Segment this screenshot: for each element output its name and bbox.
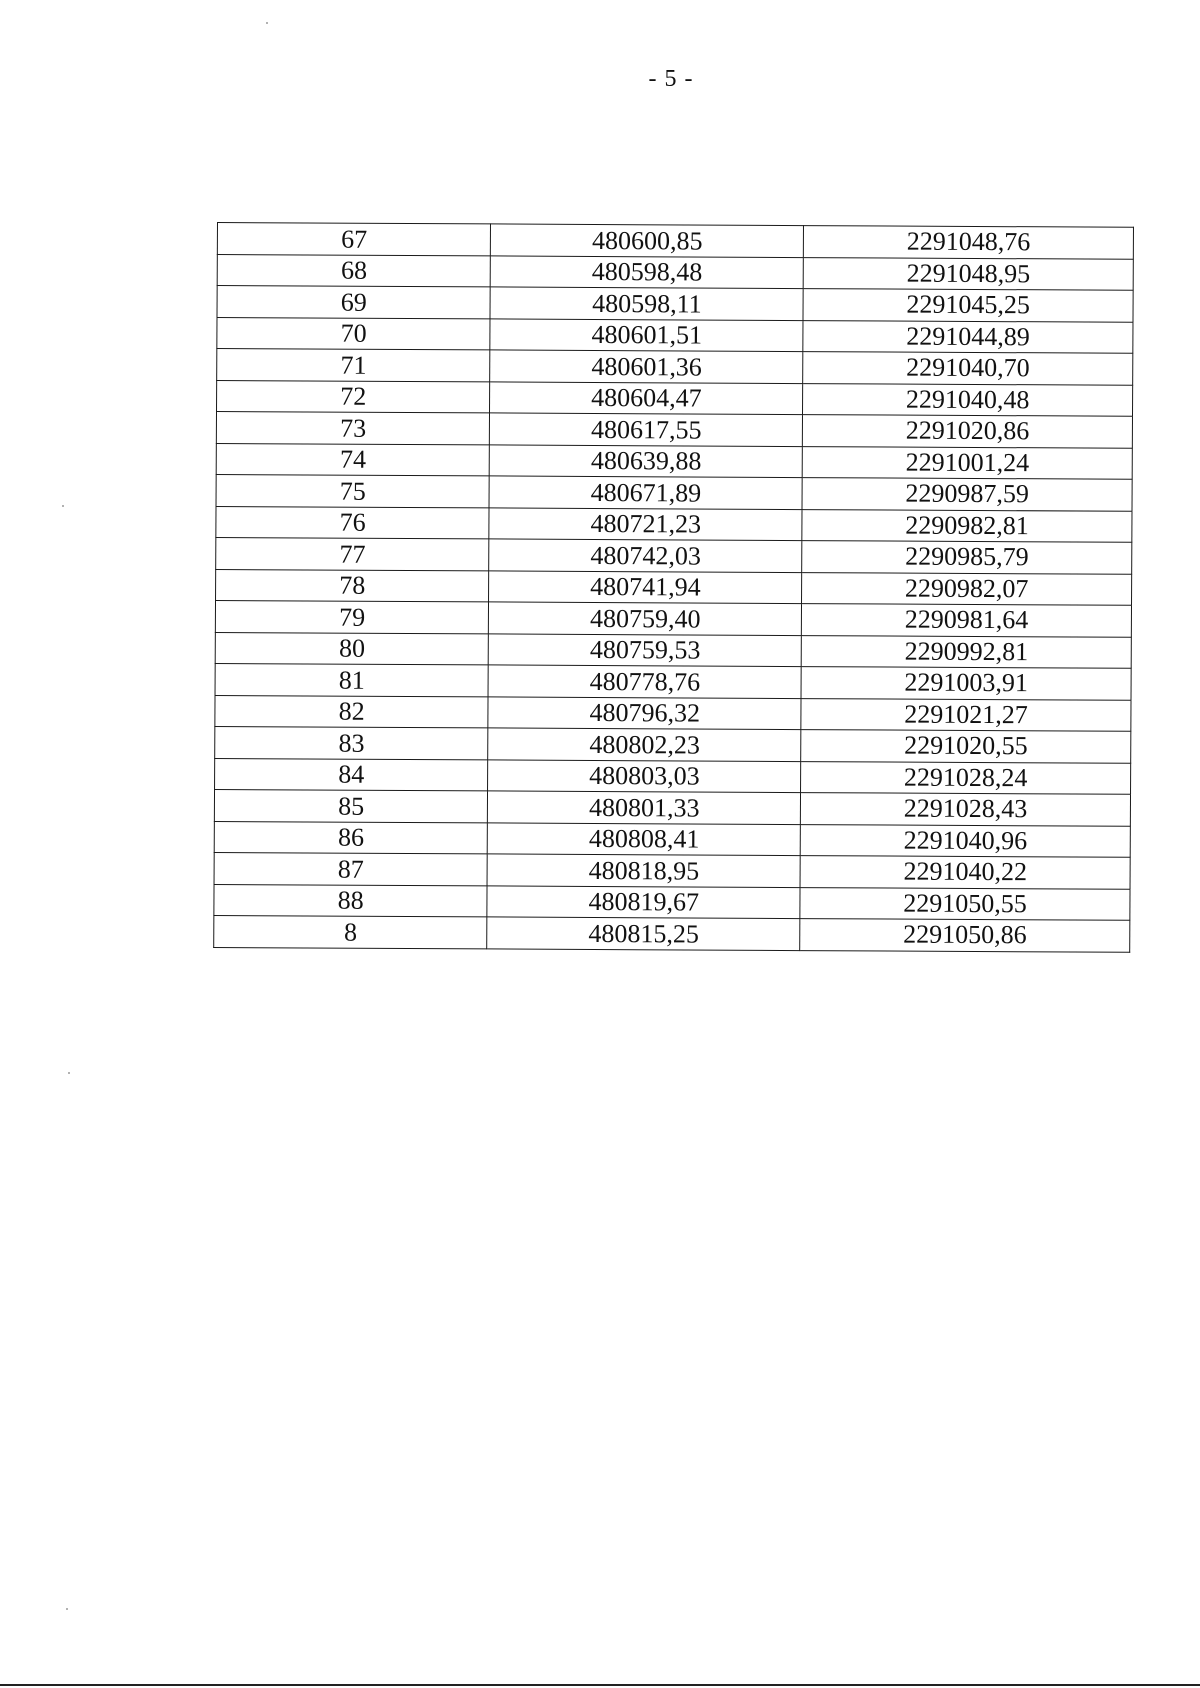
y-coordinate-cell: 2290985,79 xyxy=(802,541,1132,574)
y-coordinate-cell: 2290987,59 xyxy=(802,478,1132,511)
y-coordinate-cell: 2291001,24 xyxy=(802,446,1132,479)
x-coordinate-cell: 480600,85 xyxy=(491,224,804,257)
y-coordinate-cell: 2291040,22 xyxy=(800,856,1130,889)
table-row xyxy=(216,506,1132,542)
point-number-cell: 84 xyxy=(215,758,489,791)
table-row xyxy=(217,286,1133,322)
y-coordinate-cell: 2291028,24 xyxy=(801,761,1131,794)
y-coordinate-cell: 2291028,43 xyxy=(801,793,1131,826)
table-row xyxy=(217,254,1133,290)
table-row xyxy=(217,223,1133,259)
y-coordinate-cell: 2290982,81 xyxy=(802,509,1132,542)
y-coordinate-cell: 2291045,25 xyxy=(803,289,1133,322)
page-number: - 5 - xyxy=(648,66,694,92)
scan-speck xyxy=(62,505,64,507)
x-coordinate-cell: 480819,67 xyxy=(487,885,800,918)
point-number-cell: 70 xyxy=(217,317,491,350)
coordinates-table-body xyxy=(214,223,1134,952)
table-row xyxy=(215,600,1131,636)
y-coordinate-cell: 2291003,91 xyxy=(801,667,1131,700)
table-row xyxy=(216,412,1132,448)
y-coordinate-cell: 2291040,48 xyxy=(803,383,1133,416)
table-row xyxy=(214,821,1130,857)
point-number-cell: 73 xyxy=(216,412,490,445)
x-coordinate-cell: 480604,47 xyxy=(490,381,803,414)
point-number-cell: 69 xyxy=(217,286,491,319)
coordinates-table xyxy=(213,222,1134,952)
point-number-cell: 86 xyxy=(214,821,488,854)
y-coordinate-cell: 2291040,96 xyxy=(800,824,1130,857)
y-coordinate-cell: 2290982,07 xyxy=(802,572,1132,605)
scan-speck xyxy=(68,1072,70,1074)
x-coordinate-cell: 480742,03 xyxy=(489,539,802,572)
scan-bottom-edge xyxy=(0,1684,1200,1686)
x-coordinate-cell: 480802,23 xyxy=(488,728,801,761)
table-row xyxy=(215,695,1131,731)
table-row xyxy=(216,443,1132,479)
x-coordinate-cell: 480601,51 xyxy=(490,318,803,351)
table-row xyxy=(214,915,1130,951)
x-coordinate-cell: 480815,25 xyxy=(487,917,800,950)
x-coordinate-cell: 480803,03 xyxy=(488,759,801,792)
x-coordinate-cell: 480598,11 xyxy=(490,287,803,320)
point-number-cell: 87 xyxy=(214,852,488,885)
table-row xyxy=(215,663,1131,699)
point-number-cell: 74 xyxy=(216,443,490,476)
y-coordinate-cell: 2291048,95 xyxy=(803,257,1133,290)
y-coordinate-cell: 2291020,86 xyxy=(803,415,1133,448)
x-coordinate-cell: 480778,76 xyxy=(489,665,802,698)
y-coordinate-cell: 2291020,55 xyxy=(801,730,1131,763)
y-coordinate-cell: 2290992,81 xyxy=(801,635,1131,668)
table-row xyxy=(215,726,1131,762)
point-number-cell: 83 xyxy=(215,726,489,759)
point-number-cell: 78 xyxy=(216,569,490,602)
y-coordinate-cell: 2291044,89 xyxy=(803,320,1133,353)
y-coordinate-cell: 2291021,27 xyxy=(801,698,1131,731)
table-row xyxy=(216,537,1132,573)
x-coordinate-cell: 480796,32 xyxy=(488,696,801,729)
y-coordinate-cell: 2290981,64 xyxy=(802,604,1132,637)
x-coordinate-cell: 480617,55 xyxy=(490,413,803,446)
point-number-cell: 88 xyxy=(214,884,488,917)
x-coordinate-cell: 480671,89 xyxy=(489,476,802,509)
point-number-cell: 71 xyxy=(217,349,491,382)
point-number-cell: 80 xyxy=(215,632,489,665)
table-row xyxy=(214,789,1130,825)
x-coordinate-cell: 480601,36 xyxy=(490,350,803,383)
point-number-cell: 75 xyxy=(216,474,490,507)
x-coordinate-cell: 480808,41 xyxy=(488,822,801,855)
table-row xyxy=(217,349,1133,385)
y-coordinate-cell: 2291050,55 xyxy=(800,887,1130,920)
table-row xyxy=(214,884,1130,920)
point-number-cell: 77 xyxy=(216,537,490,570)
table-row xyxy=(214,852,1130,888)
table-row xyxy=(215,632,1131,668)
scan-speck xyxy=(66,1608,68,1610)
point-number-cell: 8 xyxy=(214,915,488,948)
scan-speck xyxy=(266,22,268,24)
point-number-cell: 85 xyxy=(214,789,488,822)
point-number-cell: 76 xyxy=(216,506,490,539)
x-coordinate-cell: 480598,48 xyxy=(491,255,804,288)
table-row xyxy=(217,380,1133,416)
y-coordinate-cell: 2291040,70 xyxy=(803,352,1133,385)
x-coordinate-cell: 480801,33 xyxy=(488,791,801,824)
table-row xyxy=(215,758,1131,794)
y-coordinate-cell: 2291048,76 xyxy=(804,226,1134,259)
x-coordinate-cell: 480759,40 xyxy=(489,602,802,635)
point-number-cell: 79 xyxy=(215,600,489,633)
point-number-cell: 68 xyxy=(217,254,491,287)
table-row xyxy=(217,317,1133,353)
x-coordinate-cell: 480721,23 xyxy=(489,507,802,540)
x-coordinate-cell: 480759,53 xyxy=(489,633,802,666)
x-coordinate-cell: 480741,94 xyxy=(489,570,802,603)
table-row xyxy=(216,569,1132,605)
table-row xyxy=(216,474,1132,510)
x-coordinate-cell: 480639,88 xyxy=(490,444,803,477)
point-number-cell: 82 xyxy=(215,695,489,728)
point-number-cell: 72 xyxy=(217,380,491,413)
x-coordinate-cell: 480818,95 xyxy=(488,854,801,887)
y-coordinate-cell: 2291050,86 xyxy=(800,919,1130,952)
point-number-cell: 67 xyxy=(217,223,491,256)
point-number-cell: 81 xyxy=(215,663,489,696)
